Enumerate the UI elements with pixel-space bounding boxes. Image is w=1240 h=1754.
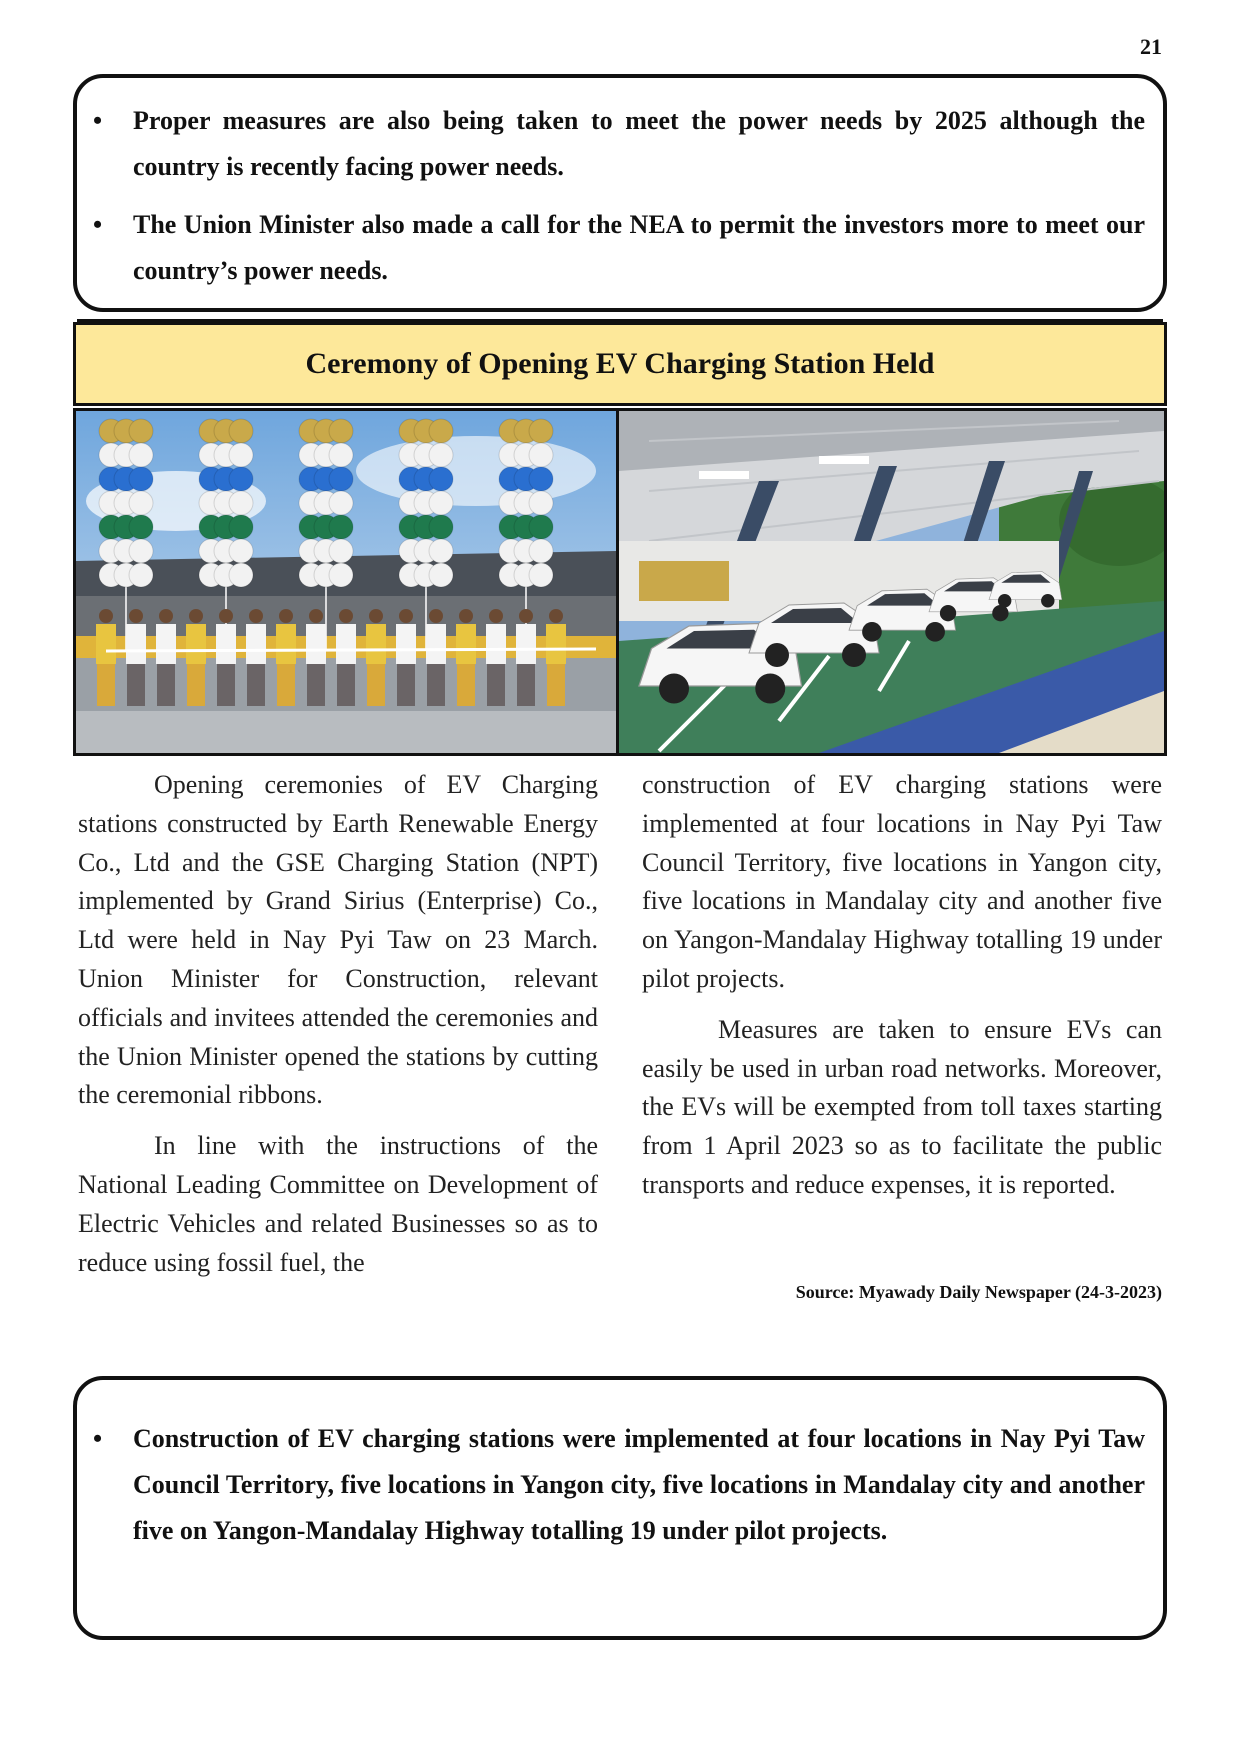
page-number: 21: [1140, 34, 1162, 59]
bullet-text: Construction of EV charging stations were implemented at four locations in Nay Pyi Taw Council Territory, five locations in Yangon city, five locations in Mandalay city and another five on Yangon-Mandalay Highway totalling 19 under pilot projects.: [133, 1424, 1145, 1545]
photo-row: [73, 408, 1167, 756]
bullet-icon: •: [93, 1424, 103, 1453]
bullet-text: The Union Minister also made a call for the NEA to permit the investors more to meet our country’s power needs.: [133, 210, 1145, 285]
article-paragraph: Opening ceremonies of EV Charging stations constructed by Earth Renewable Energy Co., Ltd and the GSE Charging Station (NPT) implemented by Grand Sirius (Enterprise) Co., Ltd were held in Nay Pyi Taw on 23 March. Union Minister for Construction, relevant officials and invitees attended the ceremonies and the Union Minister opened the stations by cutting the ceremonial ribbons.: [78, 770, 598, 1110]
article-column-right: [642, 766, 1162, 1217]
top-summary-box: [73, 74, 1167, 312]
bullet-item: [77, 202, 1163, 294]
article-paragraph: Measures are taken to ensure EVs can easily be used in urban road networks. Moreover, the EVs will be exempted from toll taxes starting from 1 April 2023 so as to facilitate the public transports and reduce expenses, it is reported.: [642, 1014, 1162, 1199]
bottom-bullet-list: [77, 1416, 1163, 1554]
charging-station-photo: [619, 408, 1167, 756]
bottom-summary-box: [73, 1376, 1167, 1640]
bullet-item: [77, 1416, 1163, 1554]
article-paragraph: construction of EV charging stations were implemented at four locations in Nay Pyi Taw Council Territory, five locations in Yangon city, five locations in Mandalay city and another five on Yangon-Mandalay Highway totalling 19 under pilot projects.: [642, 770, 1162, 993]
bullet-text: Proper measures are also being taken to meet the power needs by 2025 although the country is recently facing power needs.: [133, 106, 1145, 181]
source-credit: Source: Myawady Daily Newspaper (24-3-2023): [795, 1282, 1162, 1302]
bullet-item: [77, 98, 1163, 190]
bullet-icon: •: [93, 210, 103, 239]
ceremony-photo-illustration: [76, 411, 616, 753]
article-title: Ceremony of Opening EV Charging Station Held: [305, 347, 935, 380]
charging-station-illustration: [619, 411, 1164, 753]
bullet-icon: •: [93, 106, 103, 135]
article-paragraph: In line with the instructions of the National Leading Committee on Development of Electric Vehicles and related Businesses so as to reduce using fossil fuel, the: [78, 1131, 598, 1277]
article-title-bar: [73, 322, 1167, 406]
ceremony-photo: [73, 408, 619, 756]
top-bullet-list: [77, 98, 1163, 294]
article-column-left: [78, 766, 598, 1294]
